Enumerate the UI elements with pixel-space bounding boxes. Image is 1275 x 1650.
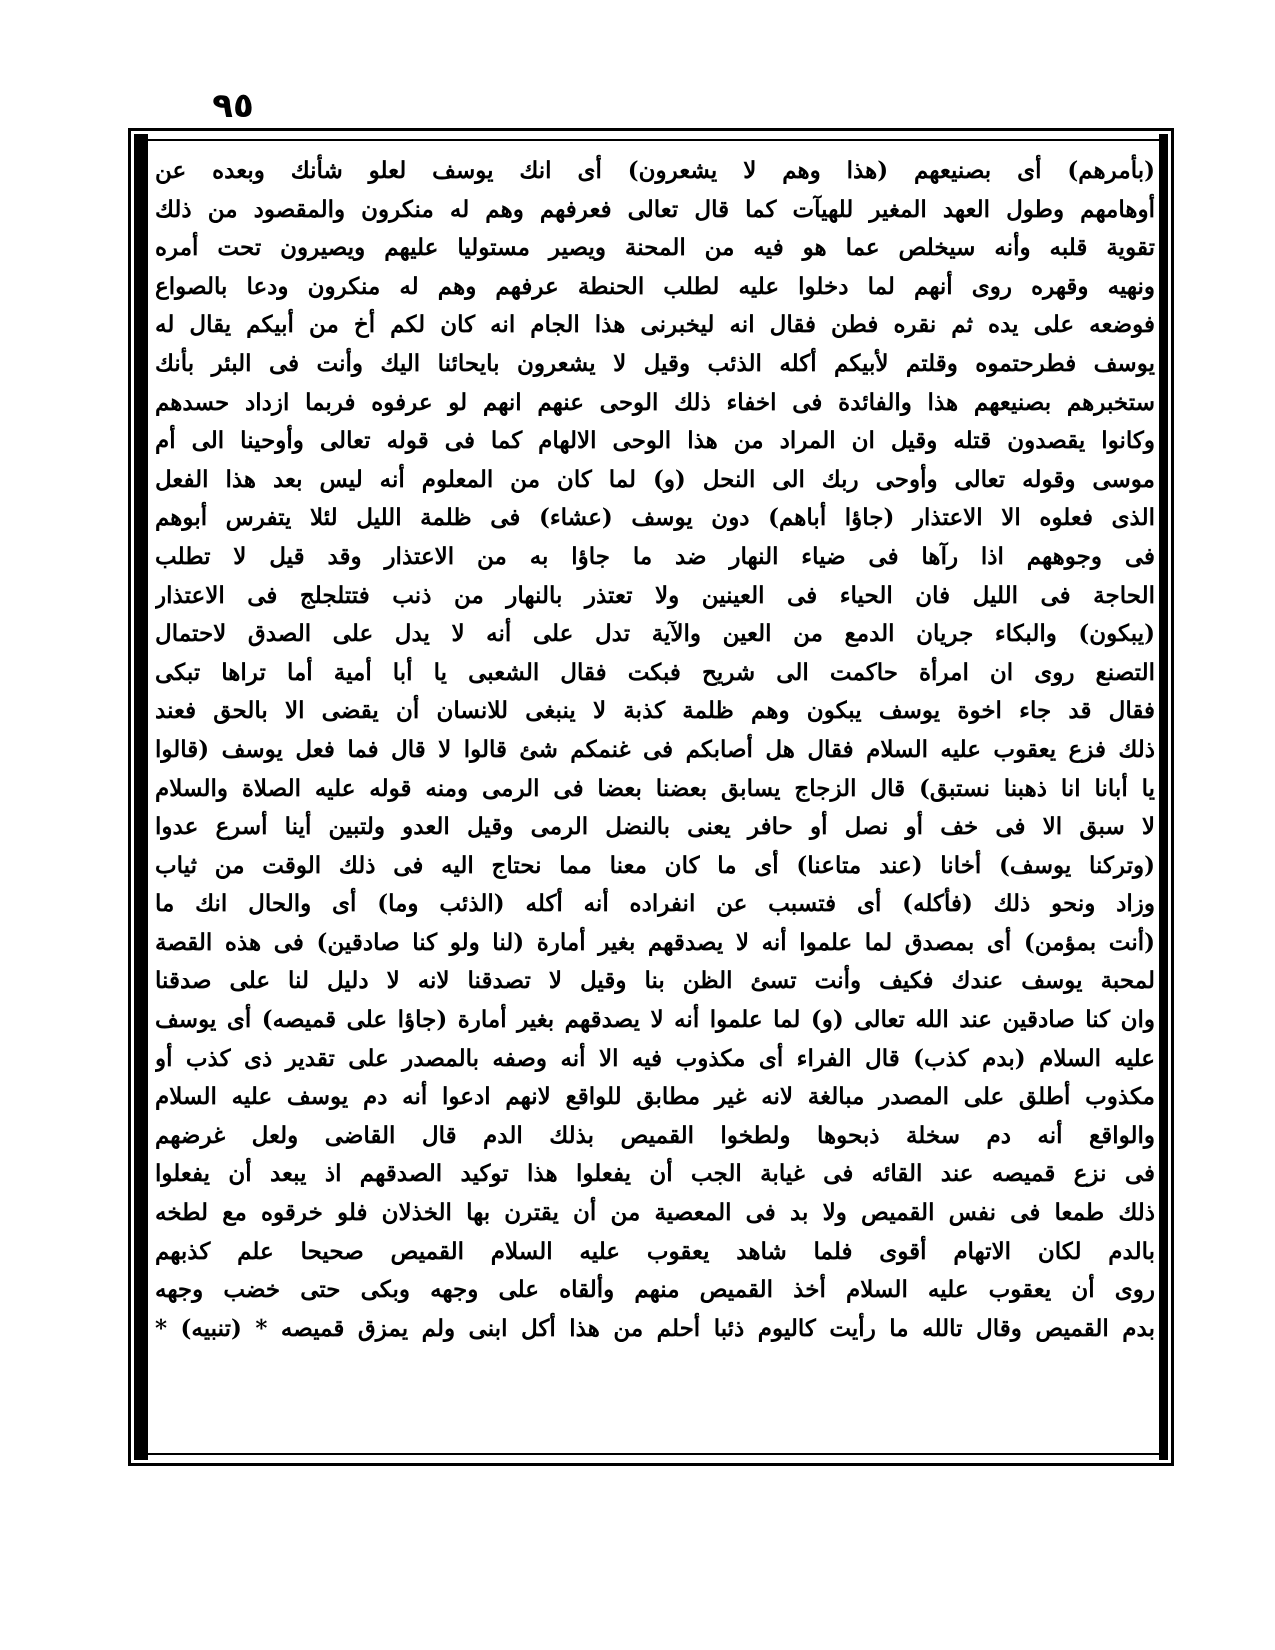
text-line: لمحبة يوسف عندك فكيف وأنت تسئ الظن بنا وقيل لا تصدقنا لانه لا دليل لنا على صدقنا	[155, 967, 1155, 995]
text-line: بالدم لكان الاتهام أقوى فلما شاهد يعقوب عليه السلام القميص صحيحا علم كذبهم	[155, 1237, 1155, 1265]
text-line: روى أن يعقوب عليه السلام أخذ القميص منهم وألقاه على وجهه وبكى حتى خضب وجهه	[155, 1276, 1155, 1304]
text-line: ذلك فزع يعقوب عليه السلام فقال هل أصابكم فى غنمكم شئ قالوا لا قال فما فعل يوسف (قالوا	[155, 735, 1155, 763]
text-line: فى نزع قميصه عند القائه فى غيابة الجب أن يفعلوا هذا توكيد الصدقهم اذ يبعد أن يفعلوا	[155, 1160, 1155, 1188]
text-line: وزاد ونحو ذلك (فأكله) أى فتسبب عن انفراده أنه أكله (الذئب وما) أى والحال انك ما	[155, 890, 1155, 918]
text-line: وكانوا يقصدون قتله وقيل ان المراد من هذا الوحى الالهام كما فى قوله تعالى وأوحينا الى أم	[155, 427, 1155, 455]
text-line: (بأمرهم) أى بصنيعهم (هذا وهم لا يشعرون) أى انك يوسف لعلو شأنك وبعده عن	[155, 157, 1155, 184]
text-line: فوضعه على يده ثم نقره فطن فقال انه ليخبرنى هذا الجام انه كان لكم أخ من أبيكم يقال له	[155, 311, 1155, 339]
text-line: لا سبق الا فى خف أو نصل أو حافر يعنى بالنضل الرمى وقيل العدو ولتبين أينا أسرع عدوا	[155, 813, 1155, 841]
text-line: فى وجوههم اذا رآها فى ضياء النهار ضد ما جاؤا به من الاعتذار وقد قيل لا تطلب	[155, 542, 1155, 570]
text-line: (أنت بمؤمن) أى بمصدق لما علموا أنه لا يصدقهم بغير أمارة (لنا ولو كنا صادقين) فى هذه القصة	[155, 928, 1155, 956]
text-line: (وتركنا يوسف) أخانا (عند متاعنا) أى ما كان معنا مما نحتاج اليه فى ذلك الوقت من ثياب	[155, 851, 1155, 879]
page-number: ٩٥	[212, 86, 254, 126]
text-line: التصنع روى ان امرأة حاكمت الى شريح فبكت فقال الشعبى يا أبا أمية أما تراها تبكى	[155, 658, 1155, 686]
left-border-bar	[134, 134, 148, 1460]
text-line: مكذوب أطلق على المصدر مبالغة لانه غير مطابق للواقع لانهم ادعوا أنه دم يوسف عليه السلام	[155, 1083, 1155, 1111]
text-line: فقال قد جاء اخوة يوسف يبكون وهم ظلمة كذبة لا ينبغى للانسان أن يقضى الا بالحق فعند	[155, 697, 1155, 725]
text-line: وان كنا صادقين عند الله تعالى (و) لما علموا أنه لا يصدقهم بغير أمارة (جاؤا على قميصه) أى يوسف	[155, 1006, 1155, 1034]
text-line: والواقع أنه دم سخلة ذبحوها ولطخوا القميص بذلك الدم قال القاضى ولعل غرضهم	[155, 1121, 1155, 1149]
text-line: موسى وقوله تعالى وأوحى ربك الى النحل (و) لما كان من المعلوم أنه ليس بعد هذا الفعل	[155, 465, 1155, 493]
text-line: (يبكون) والبكاء جريان الدمع من العين والآية تدل على أنه لا يدل على الصدق لاحتمال	[155, 620, 1155, 648]
text-line: تقوية قلبه وأنه سيخلص عما هو فيه من المحنة ويصير مستوليا عليهم ويصيرون تحت أمره	[155, 234, 1155, 262]
text-line: ذلك طمعا فى نفس القميص ولا بد فى المعصية من أن يقترن بها الخذلان فلو خرقوه مع لطخه	[155, 1199, 1155, 1227]
right-border-bar	[1159, 134, 1168, 1460]
text-line: الذى فعلوه الا الاعتذار (جاؤا أباهم) دون يوسف (عشاء) فى ظلمة الليل لئلا يتفرس أبوهم	[155, 504, 1155, 532]
text-line: بدم القميص وقال تالله ما رأيت كاليوم ذئبا أحلم من هذا أكل ابنى ولم يمزق قميصه * (تنبيه) *	[155, 1314, 1155, 1342]
text-line: أوهامهم وطول العهد المغير للهيآت كما قال تعالى فعرفهم وهم له منكرون والمقصود من ذلك	[155, 195, 1155, 223]
text-line: ونهيه وقهره روى أنهم لما دخلوا عليه لطلب الحنطة عرفهم وهم له منكرون ودعا بالصواع	[155, 272, 1155, 300]
commentary-text	[155, 152, 1155, 1348]
text-line: عليه السلام (بدم كذب) قال الفراء أى مكذوب فيه الا أنه وصفه بالمصدر على تقدير ذى كذب أو	[155, 1044, 1155, 1072]
text-line: يا أبانا انا ذهبنا نستبق) قال الزجاج يسابق بعضنا بعضا فى الرمى ومنه قوله عليه الصلاة والسلام	[155, 774, 1155, 802]
text-line: الحاجة فى الليل فان الحياء فى العينين ولا تعتذر بالنهار من ذنب فتتلجلج فى الاعتذار	[155, 581, 1155, 609]
text-line: يوسف فطرحتموه وقلتم لأبيكم أكله الذئب وقيل لا يشعرون بايحائنا اليك وأنت فى البئر بأنك	[155, 349, 1155, 377]
text-line: ستخبرهم بصنيعهم هذا والفائدة فى اخفاء ذلك الوحى عنهم انهم لو عرفوه فربما ازداد حسدهم	[155, 388, 1155, 416]
